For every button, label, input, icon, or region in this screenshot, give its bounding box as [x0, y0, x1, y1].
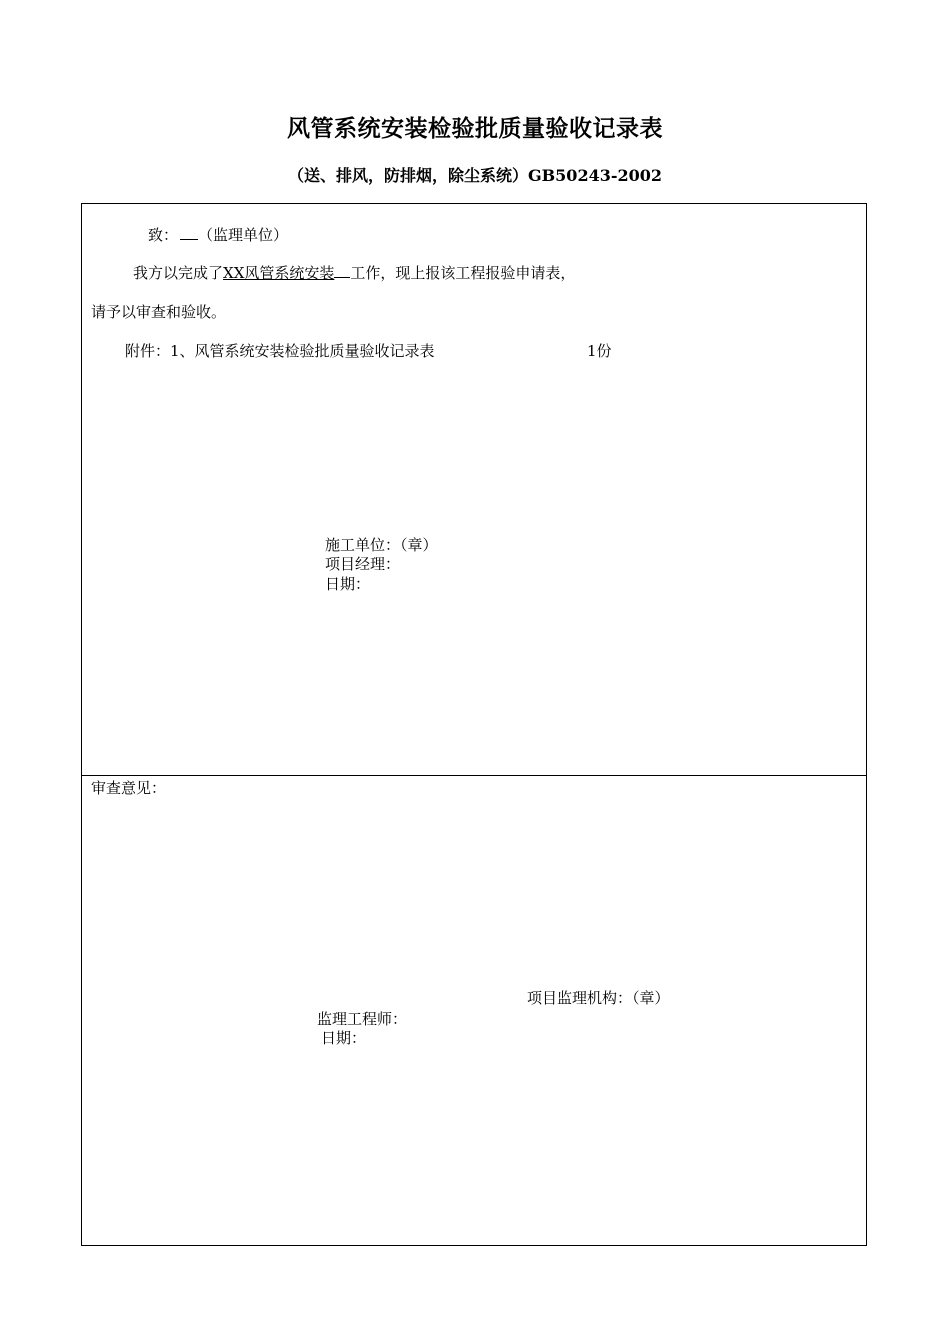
- work-name-field[interactable]: XX风管系统安装: [223, 264, 335, 282]
- attachment-line: 附件：1、风管系统安装检验批质量验收记录表: [125, 342, 435, 360]
- review-opinion-label: 审查意见：: [91, 779, 167, 797]
- addressee-prefix: 致：: [148, 226, 179, 244]
- review-date-label: 日期：: [321, 1029, 367, 1047]
- statement-suffix: 工作，现上报该工程报验申请表，: [350, 264, 576, 282]
- contractor-label: 施工单位：（章）: [325, 536, 438, 554]
- application-date-label: 日期：: [325, 575, 371, 593]
- page-title: 风管系统安装检验批质量验收记录表: [287, 116, 663, 142]
- addressee-blank[interactable]: [180, 225, 198, 240]
- project-manager-label: 项目经理：: [325, 555, 401, 573]
- statement-prefix: 我方以完成了: [133, 264, 224, 282]
- supervising-engineer-label: 监理工程师：: [317, 1010, 408, 1028]
- statement-line-2: 请予以审查和验收。: [91, 303, 227, 321]
- page-subtitle: （送、排风，防排烟，除尘系统）GB50243-2002: [287, 166, 663, 185]
- supervision-agency-label: 项目监理机构：（章）: [527, 989, 670, 1007]
- addressee-line: [148, 225, 288, 245]
- addressee-unit: （监理单位）: [198, 226, 289, 244]
- attachment-count: 1份: [587, 342, 612, 360]
- statement-line: [133, 263, 575, 283]
- approval-form: [81, 203, 867, 1246]
- section-divider: [82, 775, 866, 776]
- work-name-blank: [334, 263, 350, 278]
